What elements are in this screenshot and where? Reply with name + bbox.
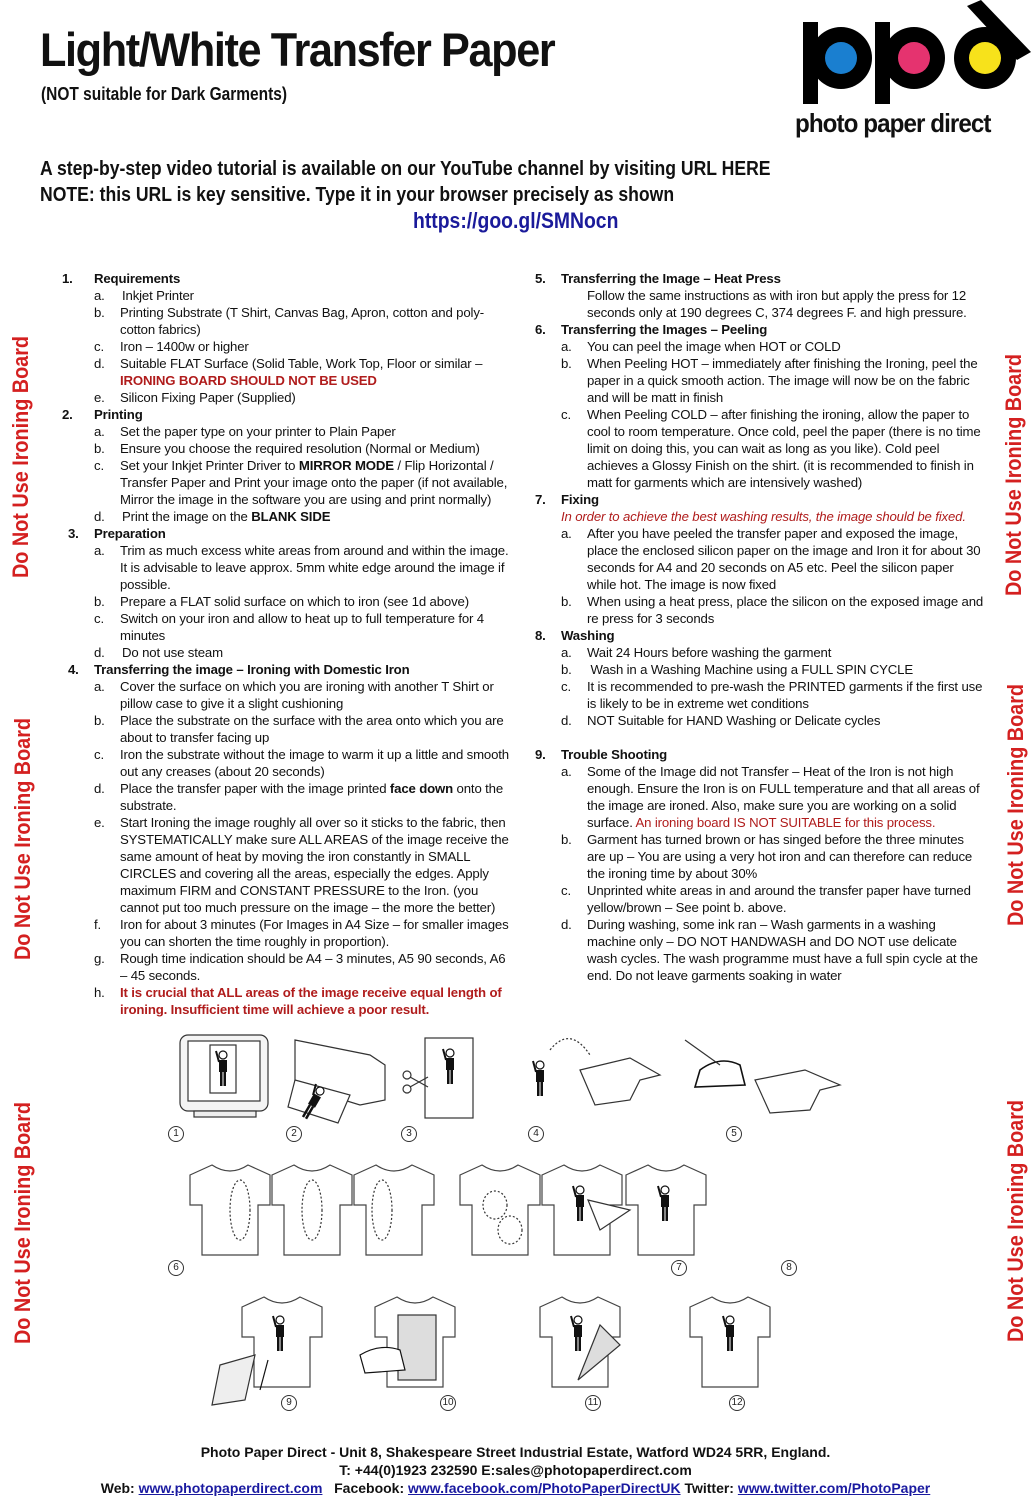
list-item: a. After you have peeled the transfer paper and exposed the image, place the enclosed silicon paper on the image and Iron it for about 30 seconds for A4 and 20 seconds on A5 etc. Peel the silicon paper while hot. The image is now fixed — [561, 526, 981, 592]
step-number-4: 4 — [528, 1126, 544, 1142]
side-warning-right-3: Do Not Use Ironing Board — [1003, 1099, 1028, 1342]
side-warning-left-3: Do Not Use Ironing Board — [10, 1101, 35, 1344]
finished-shirt-illustration — [626, 1165, 706, 1255]
section-requirements: 1. Requirements a. Inkjet Printer b. Printing Substrate (T Shirt, Canvas Bag, Apron, cotton and poly-cotton fabrics) c. Iron – 1400w or higher d. Suitable FLAT Surface (Solid Table, Work Top, Floor or similar – IRONING BOARD SHOULD NOT BE USED e. Silicon Fixing Paper (Supplied) — [62, 270, 512, 406]
list-item: c. Set your Inkjet Printer Driver to MIRROR MODE / Flip Horizontal / Transfer Paper and Print your image onto the paper (if not available, Mirror the image in the software you are using and print normally) — [94, 458, 508, 507]
step-number-1: 1 — [168, 1126, 184, 1142]
list-item: a. Set the paper type on your printer to Plain Paper — [94, 424, 396, 439]
iron-silicon-illustration — [360, 1297, 455, 1387]
cyan-dot-icon — [825, 42, 857, 74]
list-item: a. Wait 24 Hours before washing the garment — [561, 645, 832, 660]
step-number-8: 8 — [781, 1260, 797, 1276]
yellow-dot-icon — [969, 42, 1001, 74]
section-title: Fixing — [561, 492, 599, 507]
page-title: Light/White Transfer Paper — [40, 23, 555, 76]
tutorial-url — [0, 208, 1031, 234]
ironing-board-warning: IRONING BOARD SHOULD NOT BE USED — [120, 373, 377, 388]
section-preparation: 3. Preparation a. Trim as much excess white areas from around and within the image. It is advisable to leave approx. 5mm white edge around the image if possible. b. Prepare a FLAT solid surface on which to iron (see 1d above) c. Switch on your iron and allow to heat up to full temperature for 4 minutes d. Do not use steam — [68, 525, 512, 661]
crucial-warning: It is crucial that ALL areas of the image receive equal length of ironing. Insufficient time will achieve a poor result. — [120, 985, 502, 1017]
footer-links: Web: www.photopaperdirect.com Facebook: www.facebook.com/PhotoPaperDirectUK Twitter: www.twitter.com/PhotoPaper — [100, 1480, 931, 1496]
place-on-shirt-illustration — [533, 1039, 660, 1105]
step-number-5: 5 — [726, 1126, 742, 1142]
section-fixing: 7. Fixing In order to achieve the best washing results, the image should be fixed. a. After you have peeled the transfer paper and exposed the image, place the enclosed silicon paper on the image and Iron it for about 30 seconds for A4 and 20 seconds on A5 etc. Peel the silicon paper while hot. The image is now fixed b. When using a heat press, place the silicon on the exposed image and re press for 3 seconds — [535, 492, 984, 626]
final-shirt-illustration — [690, 1297, 770, 1387]
list-item: g. Rough time indication should be A4 – 3 minutes, A5 90 seconds, A6 – 45 seconds. — [94, 951, 506, 983]
twitter-link[interactable]: www.twitter.com/PhotoPaper — [737, 1480, 931, 1496]
section-troubleshooting: 9. Trouble Shooting a. Some of the Image did not Transfer – Heat of the Iron is not high enough. Ensure the Iron is on FULL temperature and that all areas of the image are ironed. Also, make sure you are working on a solid surface. An ironing board IS NOT SUITABLE for this process. b. Garment has turned brown or has singed before the three minutes are up – You are using a very hot iron and can therefore can reduce the ironing time by about 30% c. Unprinted white areas in and around the transfer paper have turned yellow/brown – See point b. above. d. During washing, some ink ran – Wash garments in a washing machine only – DO NOT HANDWASH and DO NOT use delicate wash cycles. The wash programme must have a full spin cycle at the end. Do not leave garments soaking in water — [535, 746, 985, 984]
side-warning-right-2: Do Not Use Ironing Board — [1003, 683, 1028, 926]
list-item: d. NOT Suitable for HAND Washing or Delicate cycles — [561, 713, 881, 728]
list-item: b. Ensure you choose the required resolution (Normal or Medium) — [94, 441, 480, 456]
instructions-left-column — [62, 270, 512, 1018]
side-warning-left-2: Do Not Use Ironing Board — [10, 717, 35, 960]
list-item: b. Garment has turned brown or has singed before the three minutes are up – You are using a very hot iron and can therefore can reduce the ironing time by about 30% — [561, 832, 973, 881]
list-item: f. Iron for about 3 minutes (For Images in A4 Size – for smaller images you can shorten the time roughly in proportion). — [94, 917, 509, 949]
list-item: d. Do not use steam — [94, 645, 223, 660]
intro-line-2: NOTE: this URL is key sensitive. Type it in your browser precisely as shown — [40, 184, 675, 206]
scissors-illustration — [403, 1038, 473, 1118]
section-title: Preparation — [94, 526, 166, 541]
step-number-7: 7 — [671, 1260, 687, 1276]
footer-contact: T: +44(0)1923 232590 E:sales@photopaperdirect.com — [339, 1462, 692, 1478]
step-illustrations — [160, 1025, 880, 1425]
list-item: e. Silicon Fixing Paper (Supplied) — [94, 390, 296, 405]
ironing-board-note: An ironing board IS NOT SUITABLE for this process. — [632, 815, 936, 830]
step-number-3: 3 — [401, 1126, 417, 1142]
section-title: Transferring the Image – Heat Press — [561, 271, 781, 286]
list-item: c. Unprinted white areas in and around the transfer paper have turned yellow/brown – See point b. above. — [561, 883, 971, 915]
step-number-2: 2 — [286, 1126, 302, 1142]
list-item: d. Place the transfer paper with the image printed face down onto the substrate. — [94, 781, 504, 813]
section-title: Printing — [94, 407, 143, 422]
list-item: d. Suitable FLAT Surface (Solid Table, Work Top, Floor or similar – IRONING BOARD SHOULD NOT BE USED — [94, 356, 483, 388]
step-number-6: 6 — [168, 1260, 184, 1276]
section-title: Requirements — [94, 271, 181, 286]
footer-address: Photo Paper Direct - Unit 8, Shakespeare Street Industrial Estate, Watford WD24 5RR, England. — [200, 1444, 831, 1460]
logo-tagline: photo paper direct — [795, 108, 991, 138]
list-item: c. It is recommended to pre-wash the PRINTED garments if the first use is likely to be in extreme wet conditions — [561, 679, 983, 711]
page-subtitle: (NOT suitable for Dark Garments) — [41, 84, 288, 104]
step-number-11: 11 — [585, 1395, 601, 1411]
ironing-circles-illustrations — [190, 1165, 540, 1255]
list-item: a. You can peel the image when HOT or COLD — [561, 339, 841, 354]
list-item: c. Iron the substrate without the image to warm it up a little and smooth out any creases (about 20 seconds) — [94, 747, 509, 779]
tutorial-link[interactable]: https://goo.gl/SMNocn — [412, 208, 619, 233]
step-number-9: 9 — [281, 1395, 297, 1411]
list-item: a. Inkjet Printer — [94, 288, 194, 303]
section-title: Trouble Shooting — [561, 747, 668, 762]
list-item: d. Print the image on the BLANK SIDE — [94, 509, 331, 524]
iron-illustration — [685, 1040, 840, 1113]
list-item: b. Place the substrate on the surface with the area onto which you are about to transfer facing up — [94, 713, 504, 745]
list-item: h. It is crucial that ALL areas of the image receive equal length of ironing. Insufficient time will achieve a poor result. — [94, 985, 502, 1017]
section-title: Washing — [561, 628, 615, 643]
facebook-link[interactable]: www.facebook.com/PhotoPaperDirectUK — [408, 1480, 681, 1496]
section-title: Transferring the image – Ironing with Domestic Iron — [94, 662, 410, 677]
intro-text — [40, 156, 771, 208]
section-printing: 2. Printing a. Set the paper type on your printer to Plain Paper b. Ensure you choose the required resolution (Normal or Medium) c. Set your Inkjet Printer Driver to MIRROR MODE / Flip Horizontal / Transfer Paper and Print your image onto the paper (if not available, Mirror the image in the software you are using and print normally) d. Print the image on the BLANK SIDE — [62, 406, 512, 525]
section-washing: 8. Washing a. Wait 24 Hours before washing the garment b. Wash in a Washing Machine using a FULL SPIN CYCLE c. It is recommended to pre-wash the PRINTED garments if the first use is likely to be in extreme wet conditions d. NOT Suitable for HAND Washing or Delicate cycles — [535, 627, 985, 729]
section-peeling: 6. Transferring the Images – Peeling a. You can peel the image when HOT or COLD b. When Peeling HOT – immediately after finishing the Ironing, peel the paper in a quick smooth action. The image will now be on the fabric and will be matt in finish c. When Peeling COLD – after finishing the ironing, allow the paper to cool to room temperature. Once cold, peel the paper (there is no time limit on doing this, you can wait as long as you like). Cold peel achieves a Glossy Finish on the shirt. (it is recommended to finish in matt for garments which are intensively washed) — [535, 321, 985, 491]
list-item: d. During washing, some ink ran – Wash garments in a washing machine only – DO NOT HANDWASH and DO NOT use delicate wash cycles. The wash programme must have a full spin cycle at the end. Do not leave garments soaking in water — [561, 917, 978, 983]
footer — [0, 1443, 1031, 1497]
list-item: b. When Peeling HOT – immediately after finishing the Ironing, peel the paper in a quick smooth action. The image will now be on the fabric and will be matt in finish — [561, 356, 978, 405]
list-item: c. Iron – 1400w or higher — [94, 339, 249, 354]
intro-line-1: A step-by-step video tutorial is available on our YouTube channel by visiting URL HERE — [40, 158, 771, 180]
list-item: b. When using a heat press, place the silicon on the exposed image and re press for 3 seconds — [561, 594, 984, 626]
fixing-note: In order to achieve the best washing results, the image should be fixed. — [561, 509, 966, 524]
website-link[interactable]: www.photopaperdirect.com — [138, 1480, 323, 1496]
monitor-illustration — [180, 1035, 268, 1117]
list-item: c. Switch on your iron and allow to heat up to full temperature for 4 minutes — [94, 611, 484, 643]
printer-illustration — [288, 1040, 385, 1123]
silicon-paper-illustration — [212, 1297, 322, 1405]
step-number-12: 12 — [729, 1395, 745, 1411]
list-item: e. Start Ironing the image roughly all over so it sticks to the fabric, then SYSTEMATICALLY make sure ALL AREAS of the image receive the same amount of heat by moving the iron constantly in SMALL CIRCLES and covering all the areas, especially the edges. Apply maximum FIRM and CONSTANT PRESSURE to the Iron. (you cannot put too much pressure on the image – the more the better) — [94, 815, 509, 915]
section-text: Follow the same instructions as with iron but apply the press for 12 seconds only at 190 degrees C, 374 degrees F. and high pressure. — [587, 288, 967, 320]
list-item: b. Wash in a Washing Machine using a FULL SPIN CYCLE — [561, 662, 913, 677]
side-warning-left-1: Do Not Use Ironing Board — [8, 335, 33, 578]
side-warning-right-1: Do Not Use Ironing Board — [1001, 353, 1026, 596]
instructions-right-column — [535, 270, 985, 984]
step-number-10: 10 — [440, 1395, 456, 1411]
section-ironing: 4. Transferring the image – Ironing with Domestic Iron a. Cover the surface on which you are ironing with another T Shirt or pillow case to give it a slight cushioning b. Place the substrate on the surface with the area onto which you are about to transfer facing up c. Iron the substrate without the image to warm it up a little and smooth out any creases (about 20 seconds) d. Place the transfer paper with the image printed face down onto the substrate. e. Start Ironing the image roughly all over so it sticks to the fabric, then SYSTEMATICALLY make sure ALL AREAS of the image receive the same amount of heat by moving the iron constantly in SMALL CIRCLES and covering all the areas, especially the edges. Apply maximum FIRM and CONSTANT PRESSURE to the Iron. (you cannot put too much pressure on the image – the more the better) f. Iron for about 3 minutes (For Images in A4 Size – for smaller images you can shorten the time roughly in proportion). g. Rough time indication should be A4 – 3 minutes, A5 90 seconds, A6 – 45 seconds. h. It is crucial that ALL areas of the image receive equal length of ironing. Insufficient time will achieve a poor result. — [68, 661, 512, 1018]
section-heat-press: 5. Transferring the Image – Heat Press Follow the same instructions as with iron but apply the press for 12 seconds only at 190 degrees C, 374 degrees F. and high pressure. — [535, 270, 985, 321]
peel-silicon-illustration — [540, 1297, 620, 1387]
list-item: c. When Peeling COLD – after finishing the ironing, allow the paper to cool to room temperature. Once cold, peel the paper (there is no time limit on doing this, you can wait as long as you like). Cold peel achieves a Glossy Finish on the shirt. (it is recommended to finish in matt for garments which are intensively washed) — [561, 407, 981, 490]
list-item: a. Trim as much excess white areas from around and within the image. It is advisable to leave approx. 5mm white edge around the image if possible. — [94, 543, 509, 592]
section-title: Transferring the Images – Peeling — [561, 322, 768, 337]
list-item: b. Printing Substrate (T Shirt, Canvas Bag, Apron, cotton and poly-cotton fabrics) — [94, 305, 485, 337]
list-item: a. Some of the Image did not Transfer – Heat of the Iron is not high enough. Ensure the Iron is on FULL temperature and that all areas of the image are ironed. Also, make sure you are working on a solid surface. An ironing board IS NOT SUITABLE for this process. — [561, 764, 980, 830]
list-item: a. Cover the surface on which you are ironing with another T Shirt or pillow case to give it a slight cushioning — [94, 679, 494, 711]
magenta-dot-icon — [898, 42, 930, 74]
list-item: b. Prepare a FLAT solid surface on which to iron (see 1d above) — [94, 594, 469, 609]
peel-illustration — [542, 1165, 630, 1255]
